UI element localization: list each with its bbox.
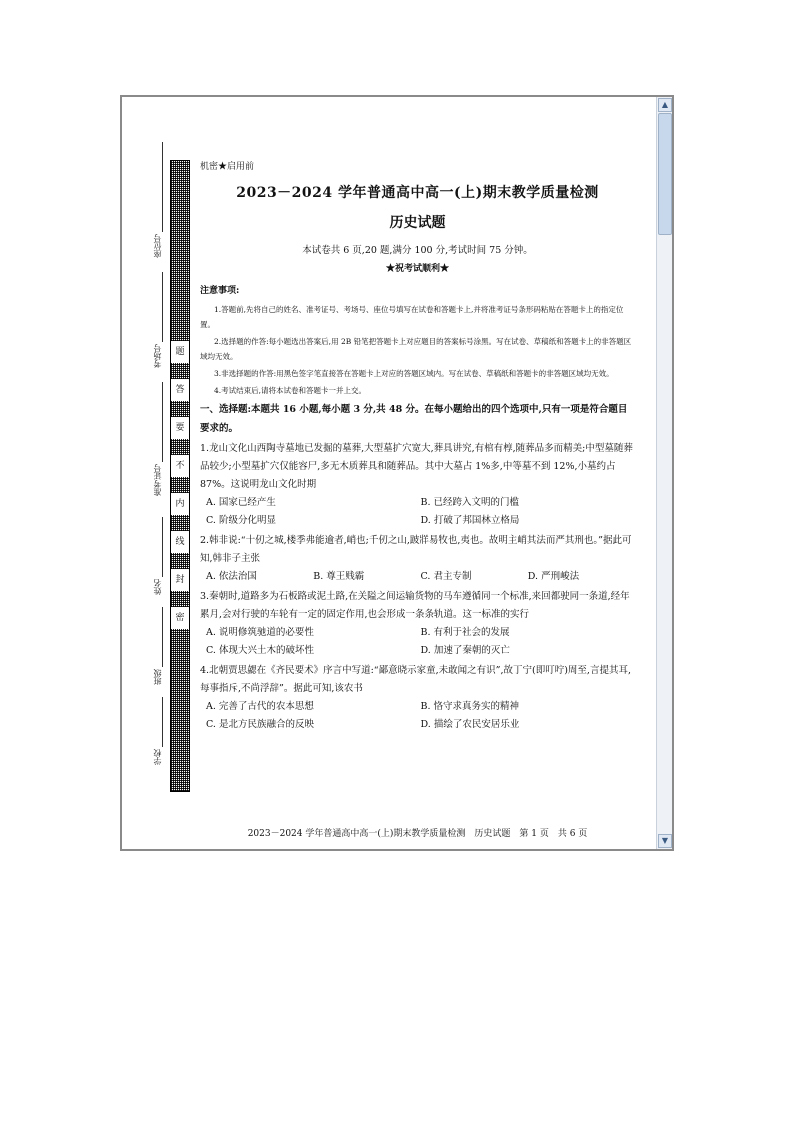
question-stem: 4.北朝贾思勰在《齐民要术》序言中写道:“鄙意晓示家童,未敢闻之有识”,故丁宁(即叮咛)周至,言提其耳,每事指斥,不尚浮辞”。据此可知,该农书 (200, 665, 631, 694)
class-label: 班级 (153, 669, 162, 685)
exam-title: 2023－2024 学年普通高中高一(上)期末教学质量检测 (236, 185, 599, 201)
question-stem: 2.韩非说:“十仞之城,楼季弗能逾者,峭也;千仞之山,跛牂易牧也,夷也。故明主峭其法而严其刑也。”据此可知,韩非子主张 (200, 535, 632, 564)
notice-item: 4.考试结束后,请将本试卷和答题卡一并上交。 (214, 386, 367, 395)
options (200, 568, 635, 586)
seal-char: 不 (171, 455, 189, 477)
seal-char: 内 (171, 493, 189, 515)
question-1 (200, 440, 635, 530)
exam-page (153, 142, 642, 852)
option: B. 尊王贱霸 (313, 571, 365, 582)
option: C. 体现大兴土木的破坏性 (206, 645, 314, 656)
seal-char: 线 (171, 531, 189, 553)
seal-char: 封 (171, 569, 189, 591)
exam-content (200, 158, 635, 734)
scroll-down-icon[interactable]: ▼ (658, 834, 672, 848)
exam-subtitle: 历史试题 (389, 215, 446, 231)
option: B. 已经跨入文明的门槛 (420, 497, 520, 508)
notice-title: 注意事项: (200, 286, 240, 296)
scroll-thumb[interactable] (658, 113, 672, 235)
question-3 (200, 588, 635, 660)
notice-item: 3.非选择题的作答:用黑色签字笔直接答在答题卡上对应的答题区域内。写在试卷、草稿纸和答题卡的非答题区域均无效。 (214, 369, 614, 378)
exam-room-label: 考场号 (153, 344, 162, 368)
option: A. 依法治国 (206, 571, 257, 582)
question-2 (200, 532, 635, 586)
options (200, 698, 635, 734)
seal-char: 要 (171, 417, 189, 439)
name-label: 姓名 (153, 579, 162, 595)
notice-item: 2.选择题的作答:每小题选出答案后,用 2B 铅笔把答题卡上对应题目的答案标号涂黑。写在试卷、草稿纸和答题卡上的非答题区域均无效。 (200, 337, 632, 361)
school-label: 学校 (153, 749, 162, 765)
option: B. 有利于社会的发展 (420, 627, 510, 638)
notice-item: 1.答题前,先将自己的姓名、准考证号、考场号、座位号填写在试卷和答题卡上,并将准考证号条形码粘贴在答题卡上的指定位置。 (200, 305, 624, 329)
option: A. 说明修筑驰道的必要性 (206, 627, 314, 638)
seal-char: 密 (171, 607, 189, 629)
seat-number-label: 座位号 (153, 234, 162, 258)
good-luck-line: ★祝考试顺利★ (385, 264, 449, 274)
option: C. 阶级分化明显 (206, 515, 276, 526)
document-viewer (120, 95, 674, 851)
exam-info: 本试卷共 6 页,20 题,满分 100 分,考试时间 75 分钟。 (302, 245, 533, 256)
seal-line-strip (170, 160, 190, 792)
question-4 (200, 662, 635, 734)
page-footer: 2023－2024 学年普通高中高一(上)期末教学质量检测 历史试题 第 1 页 共 6 页 (247, 829, 588, 839)
vertical-scrollbar[interactable] (656, 97, 672, 849)
question-stem: 1.龙山文化山西陶寺墓地已发掘的墓葬,大型墓扩穴宽大,葬具讲究,有棺有椁,随葬品多而精美;中型墓随葬品较少;小型墓扩穴仅能容尸,多无木质葬具和随葬品。其中大墓占 1%多,中等墓不到 12%,小墓约占 87%。这说明龙山文化时期 (200, 443, 633, 490)
section-heading: 一、选择题:本题共 16 小题,每小题 3 分,共 48 分。在每小题给出的四个选项中,只有一项是符合题目要求的。 (200, 404, 628, 434)
options (200, 494, 635, 530)
ticket-number-label: 准考证号 (153, 464, 162, 496)
scroll-up-icon[interactable]: ▲ (658, 98, 672, 112)
option: A. 国家已经产生 (206, 497, 276, 508)
confidential-mark: 机密★启用前 (200, 162, 255, 172)
option: A. 完善了古代的农本思想 (206, 701, 314, 712)
option: C. 君主专制 (420, 571, 472, 582)
option: D. 描绘了农民安居乐业 (420, 719, 520, 730)
option: D. 打破了邦国林立格局 (420, 515, 520, 526)
seal-char: 答 (171, 379, 189, 401)
options (200, 624, 635, 660)
option: D. 加速了秦朝的灭亡 (420, 645, 510, 656)
option: C. 是北方民族融合的反映 (206, 719, 314, 730)
seal-char: 题 (171, 341, 189, 363)
option: D. 严刑峻法 (527, 571, 580, 582)
question-stem: 3.秦朝时,道路多为石板路或泥土路,在关隘之间运输货物的马车遵循同一个标准,来回都驶同一条道,经年累月,会对行驶的车轮有一定的固定作用,也会形成一条条轨道。这一标准的实行 (200, 591, 630, 620)
option: B. 恪守求真务实的精神 (420, 701, 520, 712)
